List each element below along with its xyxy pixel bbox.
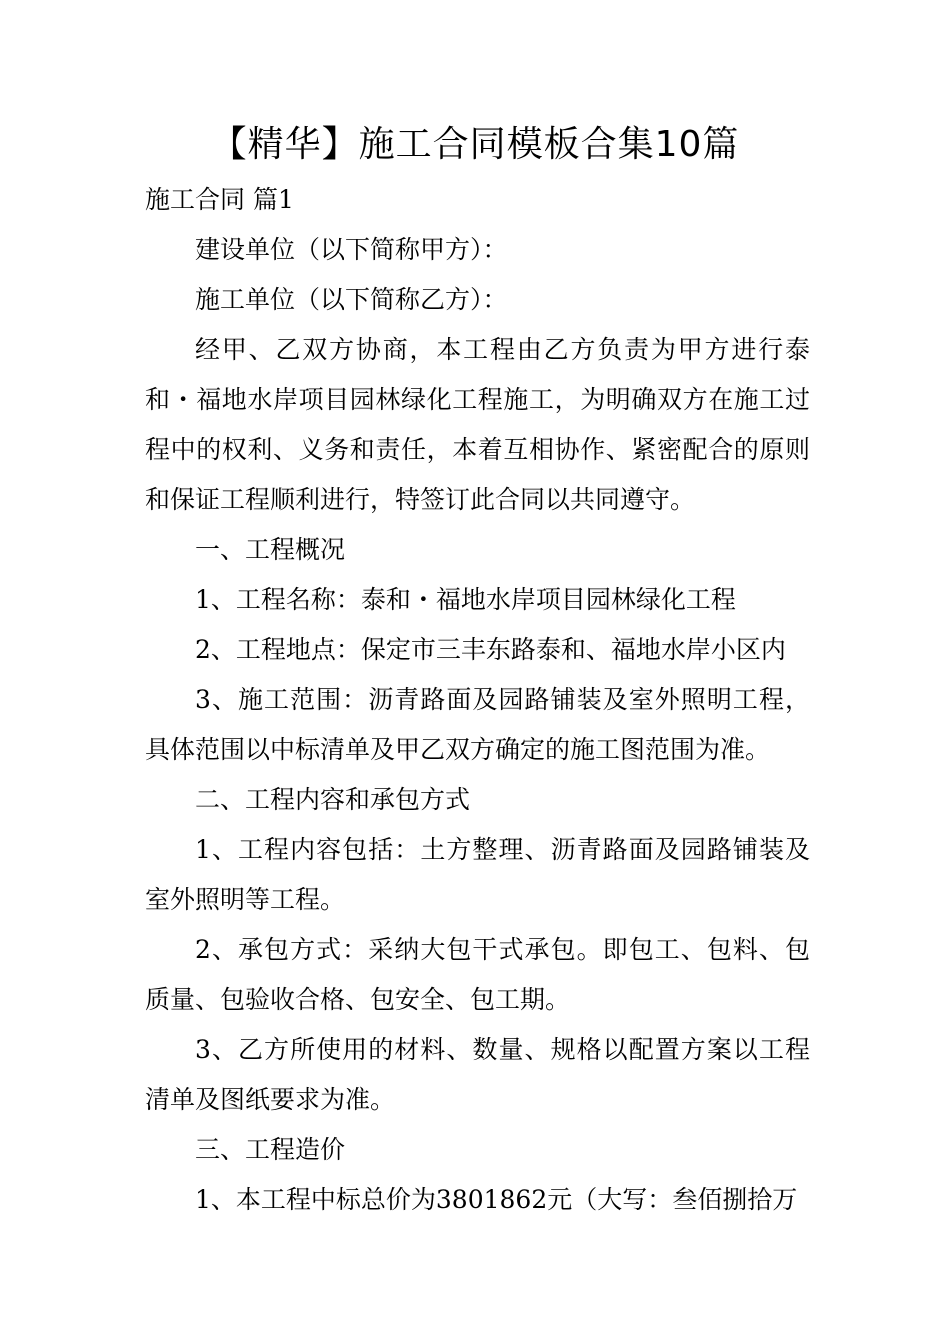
paragraph-heading-overview: 一、工程概况 [195, 535, 346, 564]
document-body [145, 175, 810, 1225]
paragraph-total-price: 1、本工程中标总价为3801862元（大写：叁佰捌拾万 [195, 1185, 798, 1214]
paragraph-project-name: 1、工程名称：泰和・福地水岸项目园林绿化工程 [195, 585, 736, 614]
paragraph-preamble: 经甲、乙双方协商，本工程由乙方负责为甲方进行泰和・福地水岸项目园林绿化工程施工，为明确双方在施工过程中的权利、义务和责任，本着互相协作、紧密配合的原则和保证工程顺利进行，特签订此合同以共同遵守。 [145, 335, 810, 514]
paragraph-project-location: 2、工程地点：保定市三丰东路泰和、福地水岸小区内 [195, 635, 786, 664]
paragraph-heading-cost: 三、工程造价 [195, 1135, 346, 1164]
paragraph-materials: 3、乙方所使用的材料、数量、规格以配置方案以工程清单及图纸要求为准。 [145, 1035, 810, 1114]
paragraph-construction-scope: 3、施工范围：沥青路面及园路铺装及室外照明工程，具体范围以中标清单及甲乙双方确定的施工图范围为准。 [145, 685, 810, 764]
document-title: 【精华】施工合同模板合集10篇 [210, 124, 740, 165]
paragraph-work-content: 1、工程内容包括：土方整理、沥青路面及园路铺装及室外照明等工程。 [145, 835, 810, 914]
paragraph-section-heading: 施工合同 篇1 [145, 185, 294, 214]
paragraph-party-a: 建设单位（以下简称甲方）： [195, 235, 508, 264]
paragraph-heading-content: 二、工程内容和承包方式 [195, 785, 471, 814]
paragraph-party-b: 施工单位（以下简称乙方）： [195, 285, 508, 314]
paragraph-contract-method: 2、承包方式：采纳大包干式承包。即包工、包料、包质量、包验收合格、包安全、包工期。 [145, 935, 810, 1014]
